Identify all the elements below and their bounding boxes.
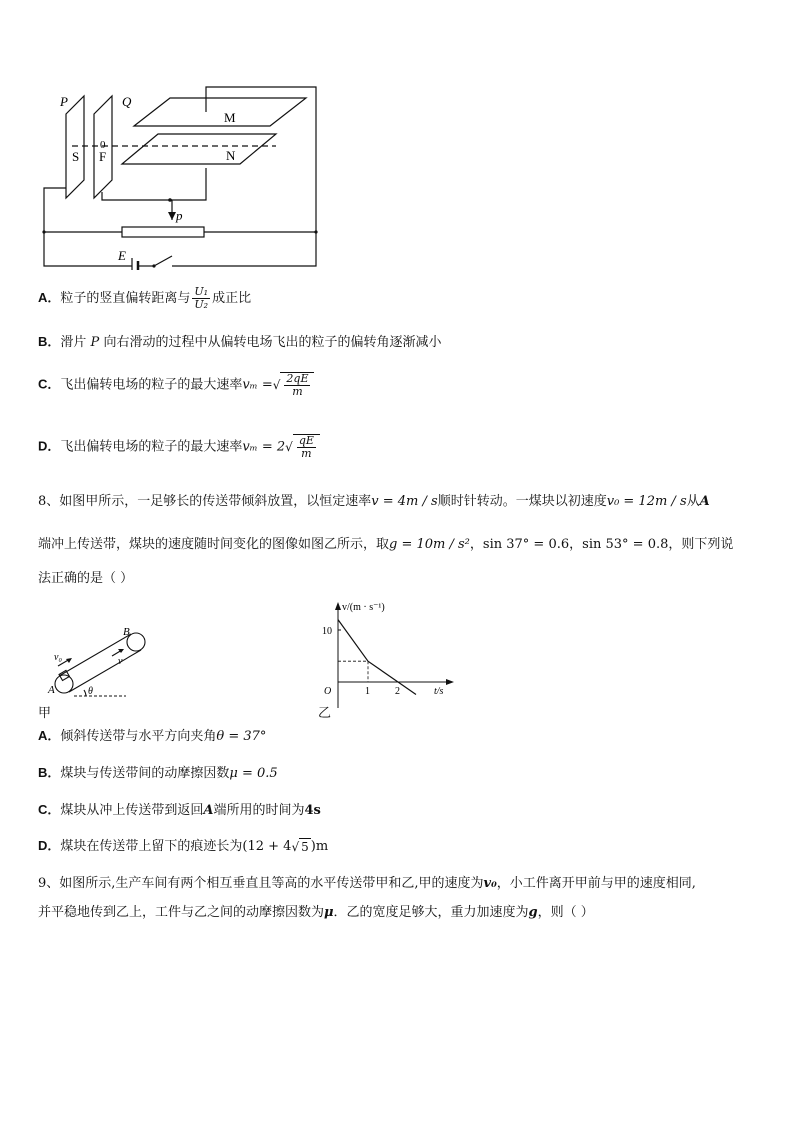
numerator: qE [298,434,314,447]
option-text: 煤块在传送带上留下的痕迹长为 [60,839,243,854]
gravity-g: g [528,905,538,920]
radicand: 5 [301,840,309,854]
option-letter: B． [38,765,61,780]
sqrt-expression: √ $\frac{qE}{m}$ [285,434,320,460]
option-text: 滑片 [60,335,87,350]
q8-option-b[interactable] [38,765,278,782]
origin-label: O [324,686,332,697]
option-letter: B． [38,334,61,349]
fraction [297,435,316,460]
plate-p [66,96,84,198]
option-text-mid: 端所用的时间为 [213,803,305,818]
option-text: 粒子的竖直偏转距离与 [60,291,191,306]
label-v: v [118,656,123,667]
label-p: P [60,94,68,109]
option-letter: C． [38,376,61,392]
gravity-g: g = 10m / s² [389,537,470,552]
denominator: U₂ [194,298,209,311]
speed-v0: v₀ [483,876,497,891]
variable-p: P [90,335,100,350]
q8-stem-line2: 端冲上传送带，煤块的速度随时间变化的图像如图乙所示，取g = 10m / s²，sin 37° = 0.6，sin 53° = 0.8，则下列说 [38,537,734,552]
option-text: 煤块与传送带间的动摩擦因数 [60,766,230,781]
option-text-tail: 向右滑动的过程中从偏转电场飞出的粒子的偏转角逐渐减小 [103,335,442,350]
y-tick-label: 10 [322,626,332,637]
q8-option-a[interactable] [38,728,266,745]
option-letter: D． [38,838,61,853]
q8-option-d[interactable] [38,838,328,855]
option-letter: D． [38,438,61,454]
point-a: A [203,803,214,818]
label-m: M [224,110,236,125]
label-b: B [123,626,130,638]
velocity-time-chart [310,598,460,718]
q9-stem-line2: 并平稳地传到乙上，工件与乙之间的动摩擦因数为μ．乙的宽度足够大，重力加速度为g，则（ ） [38,905,594,920]
fraction [284,373,310,398]
sin53: sin 53° = 0.8 [582,537,669,552]
option-math: θ = 37° [216,729,267,744]
q8-stem-line3: 法正确的是（ ） [38,571,134,586]
label-o: 0 [100,139,106,151]
label-s: S [72,149,80,164]
conveyor-figure-jia [36,620,166,702]
q9-stem-line1: 9、如图所示,生产车间有两个相互垂直且等高的水平传送带甲和乙,甲的速度为v₀，小工件离开甲前与甲的速度相同, [38,876,696,891]
label-q: Q [122,94,132,109]
sin37: sin 37° = 0.6 [482,537,570,552]
numerator: 2qE [286,372,309,385]
option-text: 飞出偏转电场的粒子的最大速率 [60,377,243,393]
label-n: N [226,148,236,163]
x-tick-label: 2 [395,686,400,697]
plate-m [134,98,306,126]
y-axis-label: v/(m · s⁻¹) [342,602,385,613]
fraction [192,286,210,311]
y-axis-arrow [335,602,341,610]
label-f: F [99,149,107,164]
point-a: A [699,494,710,509]
x-tick-label: 1 [365,686,370,697]
option-text: 倾斜传送带与水平方向夹角 [60,729,217,744]
label-v0: v₀ [54,652,62,663]
plate-n [122,134,276,164]
label-theta: θ [88,686,93,697]
option-letter: A． [38,728,61,743]
option-text-tail: 成正比 [212,291,252,306]
option-math: μ = 0.5 [229,766,278,781]
numerator: U₁ [194,285,209,298]
label-a: A [48,684,55,696]
option-math-b: )m [310,839,329,854]
option-letter: C． [38,802,61,817]
q7-option-b[interactable] [38,334,441,351]
q7-option-c[interactable] [38,372,314,398]
option-text: 煤块从冲上传送带到返回 [60,803,204,818]
option-letter: A． [38,290,61,305]
q8-stem-line1: 8、如图甲所示，一足够长的传送带倾斜放置，以恒定速率v = 4m / s顺时针转动。一煤块以初速度v₀ = 12m / s从A [38,494,710,509]
mu-symbol: μ [324,905,334,920]
denominator: m [301,447,312,460]
speed-v: v = 4m / s [371,494,438,509]
series-line [338,620,416,695]
sqrt-expression: √ $\frac{2qE}{m}$ [273,372,315,398]
option-value: 4s [304,803,321,818]
sqrt-expression: √ 5 [291,840,309,854]
q8-option-c[interactable] [38,802,321,819]
fig-jia-caption: 甲 [38,706,52,721]
vm-symbol: vₘ = [242,377,273,393]
option-text: 飞出偏转电场的粒子的最大速率 [60,439,243,455]
label-slider-p: p [176,208,183,223]
label-e: E [118,248,126,263]
vm-symbol: vₘ = 2 [242,439,286,455]
x-axis-label: t/s [434,686,444,697]
q7-option-d[interactable] [38,434,320,460]
fig-yi-caption: 乙 [318,706,332,721]
speed-v0: v₀ = 12m / s [606,494,687,509]
option-math-a: (12 + 4 [242,839,292,854]
q7-option-a[interactable] [38,286,251,311]
deflection-circuit-figure [36,84,326,270]
denominator: m [292,385,303,398]
x-axis-arrow [446,679,454,685]
